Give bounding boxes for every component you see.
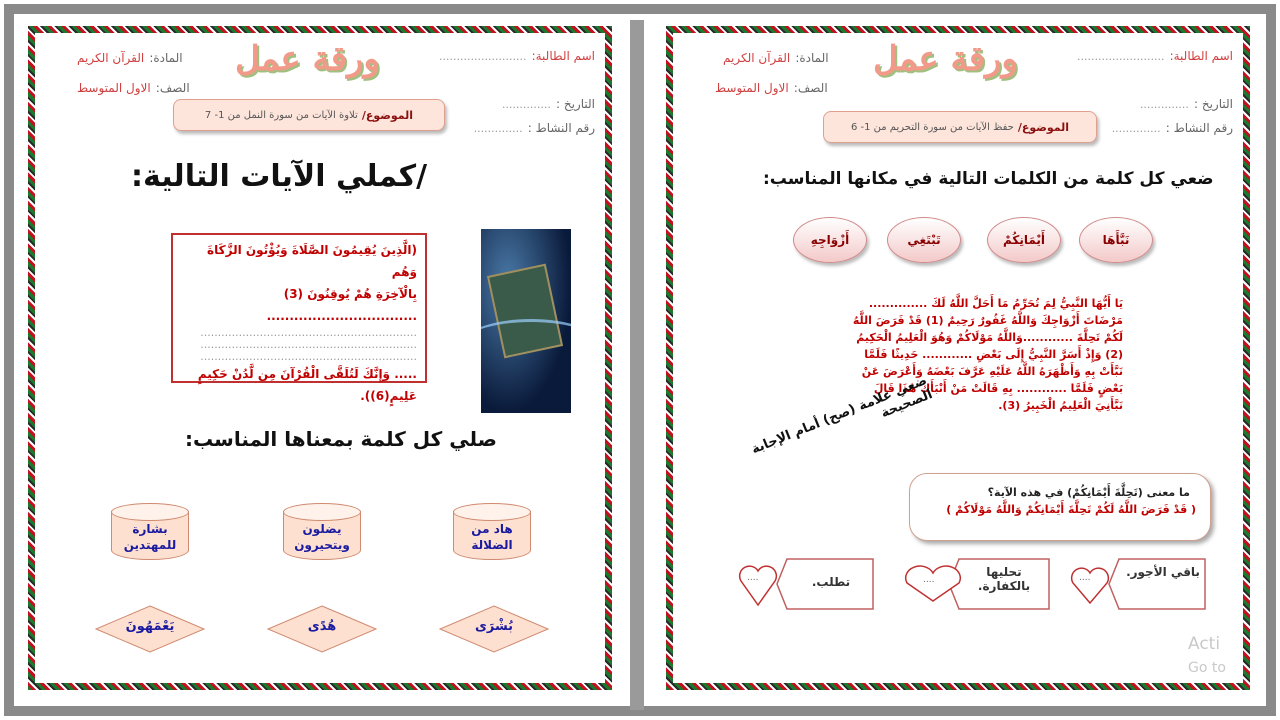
meaning-cylinder-1[interactable] <box>453 503 531 567</box>
quran-image <box>481 229 571 413</box>
heart-icon[interactable] <box>903 565 963 605</box>
subject-value: القرآن الكريم <box>723 51 791 65</box>
left-worksheet <box>28 26 612 690</box>
watermark-line-2: Go to <box>1188 660 1226 676</box>
topic-value: حفظ الآيات من سورة التحريم من 1- 6 <box>850 121 1014 133</box>
verse-line-3: لَكُمْ تَحِلَّةَ ............وَاللَّهُ مَوْلَاكُمْ وَهُوَ الْعَلِيمُ الْحَكِيمُ <box>856 331 1123 344</box>
subject-row <box>77 47 183 66</box>
word-choice-1[interactable]: نَبَّأَهَا <box>1079 217 1153 263</box>
meaning-text-2: يضلون ويتحيرون <box>294 522 350 552</box>
verse-box <box>171 233 427 403</box>
student-name-dots[interactable]: ......................... <box>1077 50 1165 63</box>
grade-value: الاول المتوسط <box>77 81 151 95</box>
heart-icon[interactable] <box>1069 563 1111 607</box>
cylinder-top <box>111 503 189 521</box>
cylinder-top <box>283 503 361 521</box>
subject-label: المادة: <box>795 51 829 65</box>
word-text-2: هُدًى <box>307 619 337 634</box>
question-box <box>909 473 1211 541</box>
verse-line-3: ..... وَإِنَّكَ لَتُلَقَّى الْقُرْآنَ مِن لَّدُنْ حَكِيمٍ <box>197 367 417 381</box>
activity-label: رقم النشاط : <box>527 121 595 135</box>
verse-dots-3[interactable]: .............................................................. <box>200 350 417 363</box>
word-diamond-2[interactable] <box>267 605 377 653</box>
worksheet-title: ورقة عمل <box>235 39 380 79</box>
answer-text-1: باقي الأجور. <box>1126 565 1200 579</box>
activity-dots[interactable]: .............. <box>1111 122 1161 135</box>
answer-text-2: تحليها بالكفارة. <box>977 565 1031 593</box>
verse-line-5: نَبَّأَتْ بِهِ وَأَظْهَرَهُ اللَّهُ عَلَيْهِ عَرَّفَ بَعْضَهُ وَأَعْرَضَ عَنْ <box>861 365 1123 378</box>
word-choice-4[interactable]: أَزْوَاجِهِ <box>793 217 867 263</box>
meaning-text-1: هاد من الضلالة <box>471 522 513 552</box>
instruction-complete-verses: /كملي الآيات التالية: <box>131 159 428 194</box>
grade-label: الصف: <box>155 81 190 95</box>
worksheet-title: ورقة عمل <box>873 39 1018 79</box>
verse-dots-1[interactable]: .............................................................. <box>200 326 417 339</box>
meaning-cylinder-2[interactable] <box>283 503 361 567</box>
verse-dots-2[interactable]: .............................................................. <box>200 338 417 351</box>
student-name-label: اسم الطالبة: <box>1169 49 1233 63</box>
date-row <box>1140 93 1233 112</box>
word-choice-2[interactable]: أَيْمَانِكُمْ <box>987 217 1061 263</box>
word-choice-3[interactable]: تَبْتَغِي <box>887 217 961 263</box>
verse-line-2: بِالْآخِرَةِ هُمْ يُوقِنُونَ (3) ................................. <box>266 287 417 323</box>
page-divider <box>630 20 644 710</box>
verse-line-4: (2) وَإِذْ أَسَرَّ النَّبِيُّ إِلَى بَعْضِ ............ حَدِيثًا فَلَمَّا <box>864 348 1123 361</box>
activity-row <box>1112 117 1233 136</box>
date-label: التاريخ : <box>1193 97 1233 111</box>
word-text-1: بُشْرَى <box>474 619 514 634</box>
subject-row <box>723 47 829 66</box>
date-dots[interactable]: .............. <box>501 98 551 111</box>
date-dots[interactable]: .............. <box>1139 98 1189 111</box>
student-name-dots[interactable]: ......................... <box>439 50 527 63</box>
right-worksheet <box>666 26 1250 690</box>
verse-line-1: يَا أَيُّهَا النَّبِيُّ لِمَ تُحَرِّمُ مَا أَحَلَّ اللَّهُ لَكَ .............. <box>868 297 1123 310</box>
verse-line-6: بَعْضٍ فَلَمَّا ............ بِهِ قَالَتْ مَنْ أَنْبَأَكَ هَٰذَا قَالَ <box>873 382 1123 395</box>
heart-dots: .... <box>923 575 935 585</box>
heart-dots: .... <box>747 573 759 583</box>
word-diamond-3[interactable] <box>95 605 205 653</box>
meaning-cylinder-3[interactable] <box>111 503 189 567</box>
topic-label: الموضوع/ <box>361 108 414 122</box>
answer-option-3[interactable] <box>737 557 877 611</box>
verse-line-2: مَرْضَاتَ أَزْوَاجِكَ وَاللَّهُ غَفُورٌ رَحِيمٌ (1) قَدْ فَرَضَ اللَّهُ <box>852 314 1123 327</box>
light-arc <box>481 319 571 372</box>
activity-label: رقم النشاط : <box>1165 121 1233 135</box>
answer-option-2[interactable] <box>903 557 1053 611</box>
topic-value: تلاوة الآيات من سورة النمل من 1- 7 <box>204 109 358 121</box>
heart-icon[interactable] <box>737 561 779 609</box>
topic-box <box>823 111 1097 143</box>
cylinder-top <box>453 503 531 521</box>
topic-box <box>173 99 445 131</box>
instruction-place-words: ضعي كل كلمة من الكلمات التالية في مكانها المناسب: <box>763 169 1214 189</box>
student-name-label: اسم الطالبة: <box>531 49 595 63</box>
answer-option-1[interactable] <box>1069 557 1209 611</box>
instruction-tick-correct: ضعي علامة (صح) أمام الإجابة الصحيحة <box>749 373 935 458</box>
topic-label: الموضوع/ <box>1017 120 1070 134</box>
answer-text-3: تطلب. <box>811 575 851 589</box>
word-diamond-1[interactable] <box>439 605 549 653</box>
activity-row <box>474 117 595 136</box>
student-name-row <box>439 45 595 64</box>
grade-row <box>715 77 828 96</box>
watermark-line-1: Acti <box>1188 634 1221 654</box>
verse-line-4: عَلِيمٍ(6)). <box>360 389 417 403</box>
question-verse: ( قَدْ فَرَضَ اللَّهُ لَكُمْ تَحِلَّةَ أَيْمَانِكُمْ وَاللَّهُ مَوْلَاكُمْ ) <box>946 503 1196 516</box>
meaning-text-3: بشارة للمهتدين <box>123 522 177 552</box>
heart-dots: .... <box>1079 573 1091 583</box>
student-name-row <box>1077 45 1233 64</box>
verse-line-1: (الَّذِينَ يُقِيمُونَ الصَّلَاةَ وَيُؤْتُونَ الزَّكَاةَ وَهُم <box>207 243 417 279</box>
verse-line-7: نَبَّأَنِيَ الْعَلِيمُ الْخَبِيرُ (3). <box>998 399 1123 412</box>
grade-label: الصف: <box>793 81 828 95</box>
subject-value: القرآن الكريم <box>77 51 145 65</box>
instruction-match-words: صلي كل كلمة بمعناها المناسب: <box>185 427 497 451</box>
activity-dots[interactable]: .............. <box>473 122 523 135</box>
grade-row <box>77 77 190 96</box>
question-text: ما معنى (تَحِلَّةَ أَيْمَانِكُمْ) في هذه الآية؟ <box>987 486 1190 499</box>
date-label: التاريخ : <box>555 97 595 111</box>
subject-label: المادة: <box>149 51 183 65</box>
grade-value: الاول المتوسط <box>715 81 789 95</box>
word-text-3: يَعْمَهُونَ <box>125 619 175 634</box>
date-row <box>502 93 595 112</box>
